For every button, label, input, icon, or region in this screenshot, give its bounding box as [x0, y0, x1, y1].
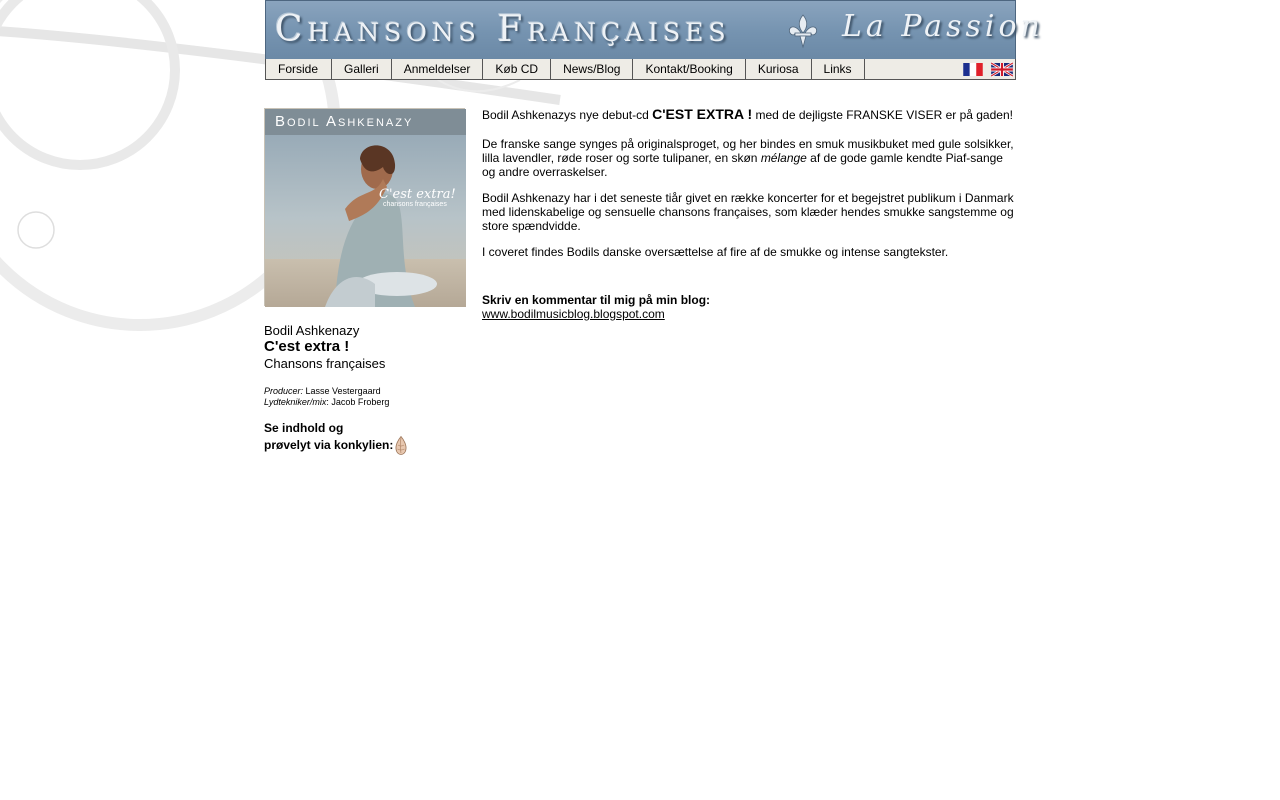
intro-paragraph — [482, 107, 1016, 122]
fleur-de-lis-icon — [786, 13, 820, 49]
engineer-name: : Jacob Froberg — [326, 397, 390, 407]
translation-paragraph: I coveret findes Bodils danske oversættelse af fire af de smukke og intense sangtekster. — [482, 245, 949, 259]
description-italic: mélange — [760, 151, 807, 165]
album-credits — [264, 386, 389, 408]
cover-title-text: C'est extra! — [379, 187, 456, 202]
description-text-before: De franske sange synges på originalsproget, og her bindes en smuk musikbuket med gule solsikker, lilla lavendler, røde roser og sorte tulipaner, en skøn — [482, 137, 1014, 165]
nav-item-kontakt-booking[interactable]: Kontakt/Booking — [633, 59, 745, 79]
nav-item-koeb-cd[interactable]: Køb CD — [483, 59, 551, 79]
language-switcher — [962, 59, 1015, 79]
french-flag-icon[interactable] — [962, 63, 984, 76]
cover-artist-text: Bodil Ashkenazy — [275, 113, 414, 130]
album-genre: Chansons françaises — [264, 356, 386, 371]
description-text-after: af de gode gamle kendte Piaf-sange og andre overraskelser. — [482, 151, 1003, 179]
blog-label: Skriv en kommentar til mig på min blog: — [482, 293, 711, 307]
nav-item-forside[interactable]: Forside — [266, 59, 332, 79]
header-banner — [265, 0, 1044, 60]
blog-link[interactable]: www.bodilmusicblog.blogspot.com — [482, 307, 665, 321]
nav-item-galleri[interactable]: Galleri — [332, 59, 392, 79]
album-title: C'est extra ! — [264, 338, 350, 355]
intro-text-before: Bodil Ashkenazys nye debut-cd — [482, 108, 653, 122]
engineer-label: Lydtekniker/mix — [264, 397, 327, 407]
producer-name: Lasse Vestergaard — [303, 386, 381, 396]
concerts-paragraph: Bodil Ashkenazy har i det seneste tiår givet en række koncerter for et begejstret publikum i Danmark med lidenskabelige og sensuelle chansons françaises, som klæder hendes smukke sangstemme og store spændvidde. — [482, 191, 1014, 233]
intro-album-title: C'EST EXTRA ! — [652, 106, 753, 122]
description-paragraph — [482, 137, 1016, 179]
album-artist: Bodil Ashkenazy — [264, 323, 360, 338]
site-subtitle: La Passion — [842, 9, 1044, 44]
preview-line-1: Se indhold og — [264, 421, 344, 435]
nav-item-anmeldelser[interactable]: Anmeldelser — [392, 59, 484, 79]
preview-prompt — [264, 420, 407, 455]
cover-subtitle-text: chansons françaises — [383, 201, 447, 208]
nav-item-kuriosa[interactable]: Kuriosa — [746, 59, 812, 79]
conch-shell-icon[interactable] — [395, 436, 407, 455]
uk-flag-icon[interactable] — [991, 63, 1013, 76]
nav-item-links[interactable]: Links — [812, 59, 865, 79]
intro-text-after: med de dejligste FRANSKE VISER er på gaden! — [752, 108, 1013, 122]
album-cover-image — [264, 108, 465, 306]
main-navigation — [265, 59, 1016, 80]
blog-link-line — [482, 307, 1016, 321]
main-content — [482, 107, 1016, 321]
producer-label: Producer: — [264, 386, 304, 396]
nav-item-news-blog[interactable]: News/Blog — [551, 59, 633, 79]
engineer-credit — [264, 397, 389, 408]
site-title: Chansons Françaises — [275, 9, 731, 50]
producer-credit — [264, 386, 389, 397]
preview-line-2 — [264, 436, 407, 455]
preview-line-2-text: prøvelyt via konkylien: — [264, 438, 394, 452]
